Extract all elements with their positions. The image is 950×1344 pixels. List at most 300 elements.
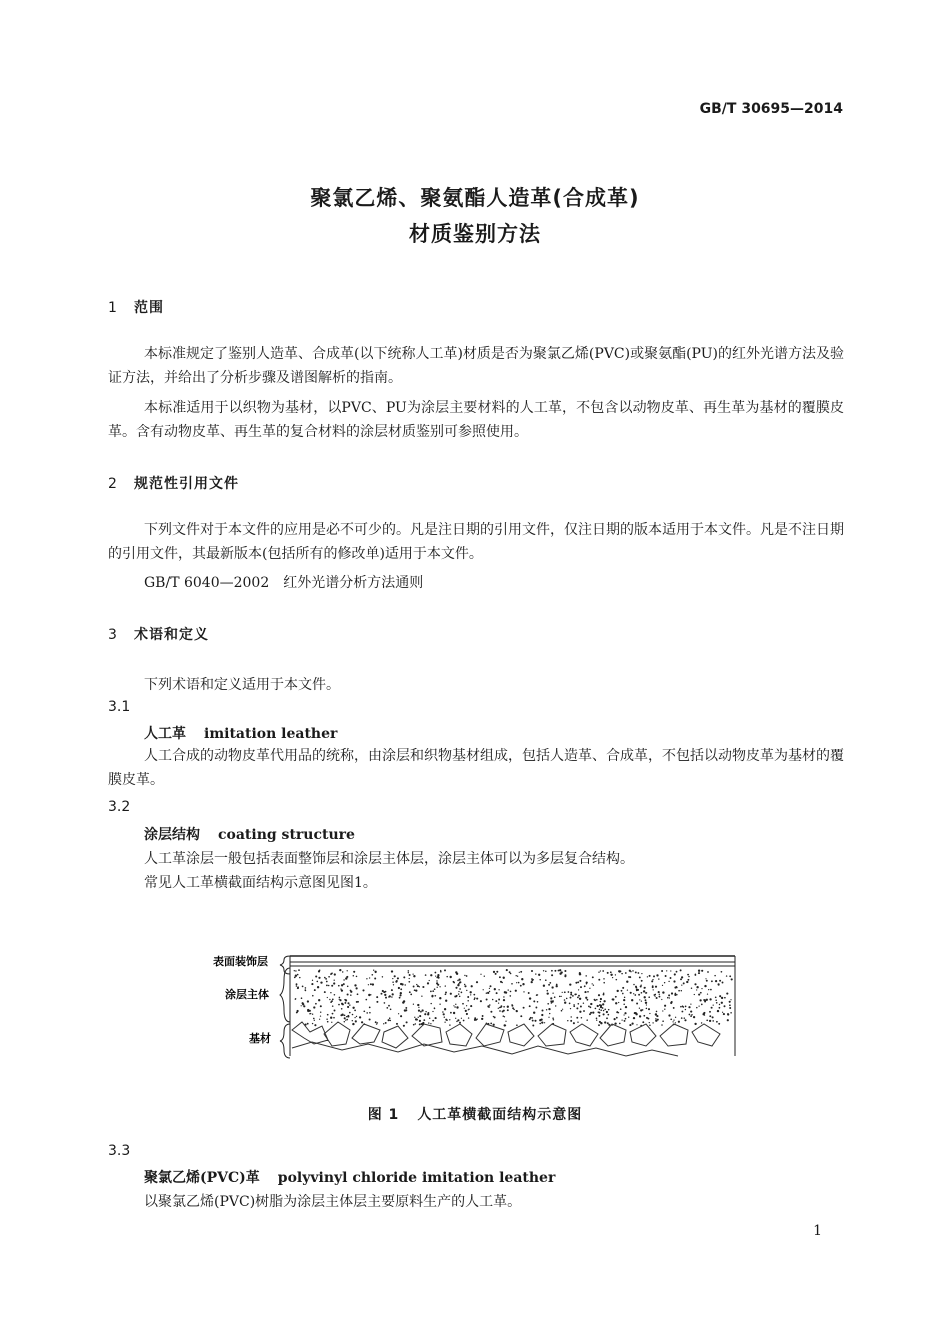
- coating-particle: [490, 1011, 492, 1013]
- coating-particle: [635, 971, 637, 973]
- coating-particle: [312, 1014, 313, 1015]
- coating-particle: [354, 1010, 356, 1012]
- coating-particle: [392, 981, 394, 983]
- section-3-heading: [108, 624, 209, 644]
- coating-particle: [622, 993, 624, 995]
- coating-particle: [579, 972, 581, 974]
- coating-particle: [419, 1020, 421, 1022]
- coating-particle: [349, 1004, 350, 1005]
- coating-particle: [369, 1018, 371, 1020]
- coating-particle: [531, 981, 533, 983]
- coating-particle: [685, 1006, 687, 1008]
- coating-particle: [535, 973, 536, 974]
- coating-particle: [608, 1009, 610, 1011]
- coating-particle: [423, 1019, 425, 1021]
- coating-particle: [712, 1016, 714, 1018]
- coating-particle: [528, 992, 530, 994]
- term-en: imitation leather: [204, 726, 338, 742]
- coating-particle: [603, 1013, 605, 1015]
- coating-particle: [318, 977, 320, 979]
- section-1-para-1: 本标准规定了鉴别人造革、合成革(以下统称人工革)材质是否为聚氯乙烯(PVC)或聚氨酯(PU)的红外光谱方法及验证方法，并给出了分析步骤及谱图解析的指南。: [108, 346, 844, 386]
- coating-particle: [389, 1017, 391, 1019]
- coating-particle: [498, 989, 499, 990]
- coating-particle: [716, 1002, 718, 1004]
- coating-particle: [466, 975, 468, 977]
- coating-particle: [673, 1007, 675, 1009]
- coating-particle: [357, 993, 359, 995]
- coating-particle: [430, 1023, 431, 1024]
- coating-particle: [670, 1018, 672, 1020]
- coating-particle: [652, 979, 653, 980]
- coating-particle: [584, 991, 586, 993]
- coating-particle: [579, 998, 581, 1000]
- coating-particle: [621, 973, 623, 975]
- coating-particle: [655, 986, 657, 988]
- coating-particle: [376, 996, 378, 998]
- coating-particle: [349, 1012, 351, 1014]
- coating-particle: [589, 988, 590, 989]
- coating-particle: [578, 989, 579, 990]
- coating-particle: [400, 1015, 402, 1017]
- coating-particle: [713, 1004, 714, 1005]
- coating-particle: [579, 980, 581, 982]
- coating-particle: [576, 1007, 578, 1009]
- term-zh: 人工革: [144, 726, 186, 742]
- coating-particle: [341, 989, 343, 991]
- coating-particle: [508, 989, 509, 990]
- coating-particle: [598, 1012, 600, 1014]
- coating-particle: [505, 1025, 507, 1027]
- coating-particle: [665, 975, 667, 977]
- document-title-line1: 聚氯乙烯、聚氨酯人造革(合成革): [310, 186, 640, 210]
- coating-particle: [680, 1006, 682, 1008]
- coating-particle: [674, 994, 676, 996]
- coating-particle: [633, 993, 634, 994]
- coating-particle: [631, 999, 633, 1001]
- coating-particle: [350, 994, 352, 996]
- coating-particle: [370, 983, 372, 985]
- coating-particle: [586, 1019, 588, 1021]
- coating-particle: [618, 1012, 619, 1013]
- coating-particle: [600, 1022, 602, 1024]
- coating-particle: [296, 983, 298, 985]
- coating-particle: [639, 999, 640, 1000]
- coating-particle: [422, 986, 424, 988]
- coating-particle: [399, 994, 401, 996]
- coating-particle: [449, 1024, 450, 1025]
- coating-particle: [671, 992, 673, 994]
- coating-particle: [592, 983, 593, 984]
- coating-particle: [347, 1002, 349, 1004]
- coating-particle: [642, 1021, 644, 1023]
- coating-particle: [659, 996, 661, 998]
- coating-particle: [537, 994, 538, 995]
- coating-particle: [600, 1009, 602, 1011]
- coating-particle: [511, 1004, 513, 1006]
- coating-particle: [603, 978, 604, 979]
- coating-particle: [385, 991, 387, 993]
- term-zh: 涂层结构: [144, 827, 200, 843]
- coating-particle: [548, 1017, 549, 1018]
- coating-particle: [696, 989, 697, 990]
- coating-particle: [549, 982, 551, 984]
- coating-particle: [628, 1017, 629, 1018]
- term-3-1-number: 3.1: [108, 699, 131, 715]
- coating-particle: [619, 1023, 621, 1025]
- coating-particle: [421, 1009, 423, 1011]
- coating-particle: [561, 996, 562, 997]
- coating-particle: [467, 1000, 469, 1002]
- coating-particle: [612, 998, 614, 1000]
- term-3-2-figure-ref: 常见人工革横截面结构示意图见图1。: [144, 875, 377, 891]
- coating-particle: [345, 1019, 346, 1020]
- coating-particle: [442, 1011, 444, 1013]
- coating-particle: [662, 991, 664, 993]
- coating-particle: [573, 1004, 575, 1006]
- coating-particle: [466, 990, 467, 991]
- coating-particle: [564, 975, 566, 977]
- coating-particle: [570, 997, 572, 999]
- coating-particle: [695, 974, 697, 976]
- coating-particle: [444, 1008, 446, 1010]
- coating-particle: [499, 1007, 501, 1009]
- coating-particle: [607, 972, 609, 974]
- coating-particle: [429, 980, 430, 981]
- coating-particle: [344, 1021, 345, 1022]
- coating-particle: [516, 1024, 518, 1026]
- coating-particle: [641, 980, 643, 982]
- coating-particle: [505, 1021, 506, 1022]
- coating-particle: [530, 1017, 532, 1019]
- coating-particle: [548, 1008, 550, 1010]
- coating-particle: [396, 1023, 398, 1025]
- coating-particle: [454, 1006, 456, 1008]
- coating-particle: [295, 975, 297, 977]
- coating-particle: [681, 984, 682, 985]
- coating-particle: [455, 1018, 456, 1019]
- coating-particle: [655, 1018, 656, 1019]
- coating-particle: [535, 1007, 537, 1009]
- coating-particle: [701, 1004, 703, 1006]
- coating-particle: [722, 1012, 723, 1013]
- coating-particle: [602, 1003, 604, 1005]
- coating-particle: [520, 1015, 522, 1017]
- coating-particle: [327, 1014, 329, 1016]
- term-zh: 聚氯乙烯(PVC)革: [144, 1170, 260, 1186]
- coating-particle: [701, 970, 703, 972]
- coating-particle: [645, 1002, 647, 1004]
- coating-particle: [331, 1022, 332, 1023]
- coating-particle: [554, 996, 556, 998]
- coating-particle: [331, 985, 333, 987]
- coating-particle: [659, 994, 660, 995]
- coating-particle: [614, 1022, 616, 1024]
- coating-particle: [413, 1024, 415, 1026]
- coating-particle: [641, 1000, 642, 1001]
- coating-particle: [481, 1018, 483, 1020]
- coating-particle: [432, 990, 434, 992]
- coating-particle: [616, 1017, 618, 1019]
- coating-particle: [498, 999, 500, 1001]
- coating-particle: [482, 1015, 484, 1017]
- coating-particle: [365, 999, 367, 1001]
- coating-particle: [368, 984, 369, 985]
- coating-particle: [719, 980, 721, 982]
- coating-particle: [551, 970, 553, 972]
- coating-particle: [464, 1008, 465, 1009]
- coating-particle: [320, 1005, 322, 1007]
- coating-particle: [646, 1004, 647, 1005]
- coating-particle: [388, 1019, 390, 1021]
- coating-particle: [453, 1012, 455, 1014]
- coating-particle: [522, 983, 524, 985]
- coating-particle: [673, 1019, 674, 1020]
- coating-particle: [638, 972, 640, 974]
- coating-particle: [551, 986, 553, 988]
- coating-particle: [362, 989, 364, 991]
- coating-particle: [453, 982, 455, 984]
- coating-particle: [656, 997, 658, 999]
- coating-particle: [573, 1005, 575, 1007]
- coating-particle: [474, 999, 475, 1000]
- coating-particle: [320, 1011, 321, 1012]
- coating-particle: [664, 982, 665, 983]
- standard-number: GB/T 30695—2014: [699, 101, 843, 117]
- coating-particle: [555, 1005, 556, 1006]
- coating-particle: [394, 975, 396, 977]
- coating-particle: [334, 980, 335, 981]
- coating-particle: [463, 1020, 465, 1022]
- coating-particle: [704, 1001, 706, 1003]
- coating-particle: [710, 989, 712, 991]
- coating-particle: [343, 979, 344, 980]
- coating-particle: [455, 987, 457, 989]
- coating-particle: [523, 1007, 525, 1009]
- coating-particle: [499, 1010, 501, 1012]
- coating-particle: [706, 999, 708, 1001]
- coating-particle: [449, 1019, 450, 1020]
- coating-particle: [520, 985, 522, 987]
- coating-particle: [314, 1024, 316, 1026]
- coating-particle: [301, 997, 303, 999]
- coating-particle: [435, 1017, 437, 1019]
- coating-particle: [383, 1023, 384, 1024]
- coating-particle: [320, 981, 322, 983]
- coating-particle: [474, 997, 476, 999]
- coating-particle: [493, 1016, 494, 1017]
- coating-particle: [348, 1015, 350, 1017]
- coating-particle: [721, 1002, 723, 1004]
- coating-particle: [392, 993, 394, 995]
- coating-particle: [356, 1016, 357, 1017]
- coating-particle: [486, 999, 488, 1001]
- coating-particle: [311, 983, 313, 985]
- coating-particle: [694, 983, 696, 985]
- coating-particle: [453, 1005, 454, 1006]
- coating-particle: [418, 1007, 419, 1008]
- coating-particle: [513, 1009, 515, 1011]
- coating-particle: [444, 969, 446, 971]
- coating-particle: [346, 1019, 348, 1021]
- coating-particle: [430, 991, 432, 993]
- coating-particle: [408, 981, 410, 983]
- coating-particle: [629, 970, 631, 972]
- coating-particle: [607, 1014, 609, 1016]
- coating-particle: [724, 1005, 726, 1007]
- coating-particle: [385, 1022, 387, 1024]
- coating-particle: [685, 1009, 686, 1010]
- coating-particle: [439, 997, 441, 999]
- coating-particle: [384, 1002, 386, 1004]
- coating-particle: [547, 992, 549, 994]
- coating-particle: [625, 1006, 627, 1008]
- coating-particle: [413, 1004, 414, 1005]
- coating-particle: [576, 1017, 578, 1019]
- coating-particle: [712, 1020, 714, 1022]
- coating-particle: [307, 1023, 309, 1025]
- coating-particle: [649, 975, 651, 977]
- coating-particle: [715, 999, 717, 1001]
- coating-particle: [680, 978, 682, 980]
- coating-particle: [630, 992, 632, 994]
- coating-particle: [569, 983, 571, 985]
- coating-particle: [588, 1006, 590, 1008]
- coating-particle: [645, 992, 646, 993]
- coating-particle: [459, 1022, 461, 1024]
- coating-particle: [542, 1010, 544, 1012]
- coating-particle: [344, 1002, 346, 1004]
- coating-particle: [434, 995, 436, 997]
- coating-particle: [625, 1018, 627, 1020]
- coating-particle: [434, 972, 436, 974]
- coating-particle: [437, 987, 438, 988]
- coating-particle: [552, 1017, 554, 1019]
- coating-particle: [575, 982, 577, 984]
- coating-particle: [340, 988, 341, 989]
- coating-particle: [419, 1015, 421, 1017]
- coating-particle: [363, 1010, 365, 1012]
- coating-particle: [483, 989, 484, 990]
- coating-particle: [516, 982, 517, 983]
- coating-particle: [533, 1012, 535, 1014]
- coating-particle: [639, 1008, 640, 1009]
- coating-particle: [302, 1003, 304, 1005]
- coating-particle: [347, 993, 349, 995]
- coating-particle: [696, 1007, 698, 1009]
- coating-particle: [328, 976, 330, 978]
- coating-particle: [564, 1002, 566, 1004]
- coating-particle: [391, 989, 393, 991]
- coating-particle: [646, 1008, 648, 1010]
- coating-particle: [577, 1021, 578, 1022]
- coating-particle: [466, 1013, 468, 1015]
- coating-particle: [458, 978, 460, 980]
- coating-particle: [319, 969, 320, 970]
- coating-particle: [688, 1006, 690, 1008]
- section-1-para-2: 本标准适用于以织物为基材，以PVC、PU为涂层主要材料的人工革，不包含以动物皮革、再生革为基材的覆膜皮革。含有动物皮革、再生革的复合材料的涂层材质鉴别可参照使用。: [108, 400, 844, 440]
- coating-particle: [655, 1020, 657, 1022]
- coating-particle: [664, 1005, 666, 1007]
- coating-particle: [598, 1015, 600, 1017]
- coating-particle: [372, 983, 374, 985]
- coating-particle: [309, 1013, 310, 1014]
- coating-particle: [511, 983, 513, 985]
- coating-particle: [352, 1014, 354, 1016]
- coating-particle: [352, 1020, 353, 1021]
- coating-particle: [503, 1010, 505, 1012]
- coating-particle: [438, 977, 440, 979]
- coating-particle: [484, 976, 485, 977]
- coating-particle: [312, 1023, 313, 1024]
- coating-particle: [670, 977, 672, 979]
- coating-particle: [594, 999, 596, 1001]
- coating-particle: [596, 1020, 597, 1021]
- coating-particle: [546, 1009, 547, 1010]
- coating-particle: [416, 984, 417, 985]
- coating-particle: [684, 1017, 686, 1019]
- coating-particle: [347, 1006, 349, 1008]
- coating-particle: [701, 1022, 702, 1023]
- coating-particle: [436, 980, 437, 981]
- coating-particle: [648, 996, 650, 998]
- section-title: 规范性引用文件: [134, 476, 239, 492]
- coating-particle: [457, 980, 458, 981]
- coating-particle: [391, 970, 393, 972]
- coating-particle: [639, 976, 641, 978]
- coating-particle: [439, 1004, 440, 1005]
- coating-particle: [711, 1007, 713, 1009]
- coating-particle: [661, 999, 662, 1000]
- coating-particle: [523, 991, 524, 992]
- coating-particle: [647, 976, 648, 977]
- coating-particle: [415, 1023, 416, 1024]
- coating-particle: [440, 971, 442, 973]
- coating-particle: [672, 1021, 673, 1022]
- coating-particle: [470, 1005, 472, 1007]
- coating-particle: [400, 992, 402, 994]
- coating-particle: [668, 981, 669, 982]
- coating-particle: [668, 994, 670, 996]
- section-number: 3: [108, 627, 117, 643]
- coating-particle: [330, 992, 331, 993]
- coating-particle: [295, 970, 296, 971]
- coating-particle: [305, 990, 306, 991]
- coating-particle: [392, 978, 393, 979]
- coating-particle: [637, 989, 639, 991]
- coating-particle: [409, 974, 411, 976]
- coating-particle: [503, 977, 505, 979]
- coating-particle: [456, 973, 458, 975]
- coating-particle: [368, 994, 370, 996]
- coating-particle: [439, 986, 440, 987]
- coating-particle: [580, 1006, 582, 1008]
- coating-particle: [687, 974, 689, 976]
- coating-particle: [578, 995, 580, 997]
- coating-particle: [681, 990, 682, 991]
- coating-particle: [369, 1007, 371, 1009]
- coating-particle: [317, 986, 319, 988]
- coating-particle: [388, 996, 389, 997]
- brace-body: [280, 968, 290, 1022]
- coating-particle: [603, 994, 605, 996]
- coating-particle: [298, 969, 300, 971]
- coating-particle: [295, 998, 296, 999]
- coating-particle: [470, 991, 472, 993]
- coating-particle: [690, 1011, 692, 1013]
- coating-particle: [561, 971, 563, 973]
- coating-particle: [632, 970, 634, 972]
- coating-particle: [393, 984, 394, 985]
